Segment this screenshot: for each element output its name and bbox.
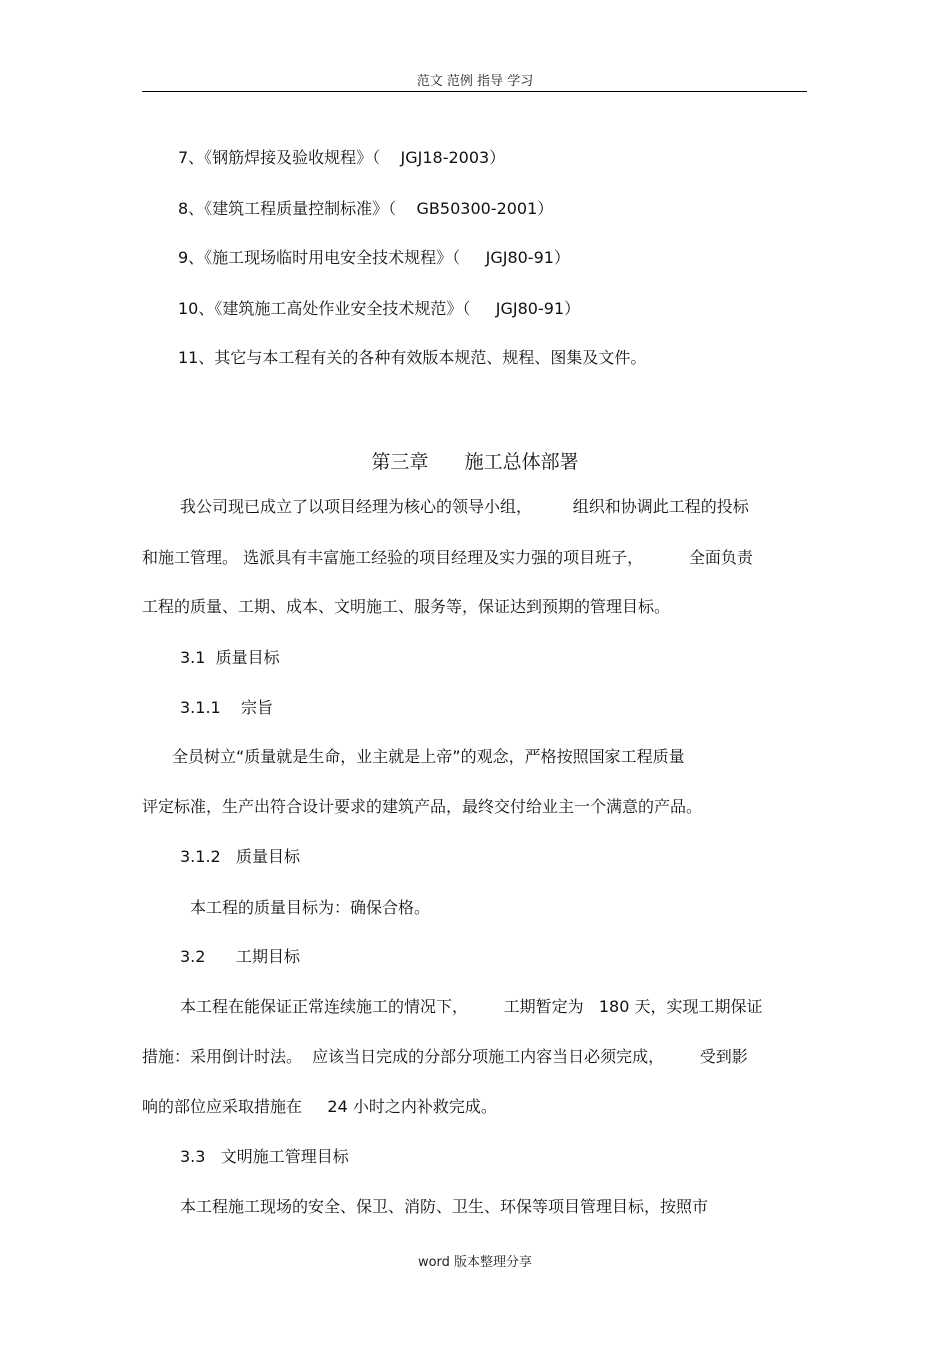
header-divider bbox=[142, 91, 807, 92]
section-heading: 3.3 文明施工管理目标 bbox=[180, 1147, 349, 1166]
section-heading: 3.2 工期目标 bbox=[180, 947, 300, 966]
body-line: 全员树立“质量就是生命，业主就是上帝”的观念，严格按照国家工程质量 bbox=[172, 747, 685, 766]
body-line: 和施工管理。 选派具有丰富施工经验的项目经理及实力强的项目班子， 全面负责 bbox=[142, 548, 753, 567]
reference-item-11: 11、其它与本工程有关的各种有效版本规范、规程、图集及文件。 bbox=[178, 348, 647, 367]
body-line: 工程的质量、工期、成本、文明施工、服务等，保证达到预期的管理目标。 bbox=[142, 597, 671, 616]
reference-item-8: 8、《建筑工程质量控制标准》（ GB50300-2001） bbox=[178, 199, 554, 218]
section-heading: 3.1.2 质量目标 bbox=[180, 847, 300, 866]
page-header: 范文 范例 指导 学习 bbox=[416, 74, 534, 89]
section-heading: 3.1.1 宗旨 bbox=[180, 698, 274, 717]
body-line: 本工程在能保证正常连续施工的情况下， 工期暂定为 180 天，实现工期保证 bbox=[180, 997, 763, 1016]
body-line: 我公司现已成立了以项目经理为核心的领导小组， 组织和协调此工程的投标 bbox=[180, 497, 749, 516]
body-line: 评定标准，生产出符合设计要求的建筑产品，最终交付给业主一个满意的产品。 bbox=[142, 797, 703, 816]
reference-item-10: 10、《建筑施工高处作业安全技术规范》（ JGJ80-91） bbox=[178, 299, 581, 318]
reference-item-7: 7、《钢筋焊接及验收规程》（ JGJ18-2003） bbox=[178, 148, 506, 167]
chapter-title: 第三章 施工总体部署 bbox=[371, 451, 579, 473]
section-heading: 3.1 质量目标 bbox=[180, 648, 280, 667]
body-line: 本工程的质量目标为：确保合格。 bbox=[190, 898, 431, 917]
body-line: 响的部位应采取措施在 24 小时之内补救完成。 bbox=[142, 1097, 497, 1116]
reference-item-9: 9、《施工现场临时用电安全技术规程》（ JGJ80-91） bbox=[178, 248, 570, 267]
body-line: 措施：采用倒计时法。 应该当日完成的分部分项施工内容当日必须完成， 受到影 bbox=[142, 1047, 748, 1066]
body-line: 本工程施工现场的安全、保卫、消防、卫生、环保等项目管理目标，按照市 bbox=[180, 1197, 709, 1216]
page-footer: word 版本整理分享 bbox=[417, 1255, 533, 1270]
